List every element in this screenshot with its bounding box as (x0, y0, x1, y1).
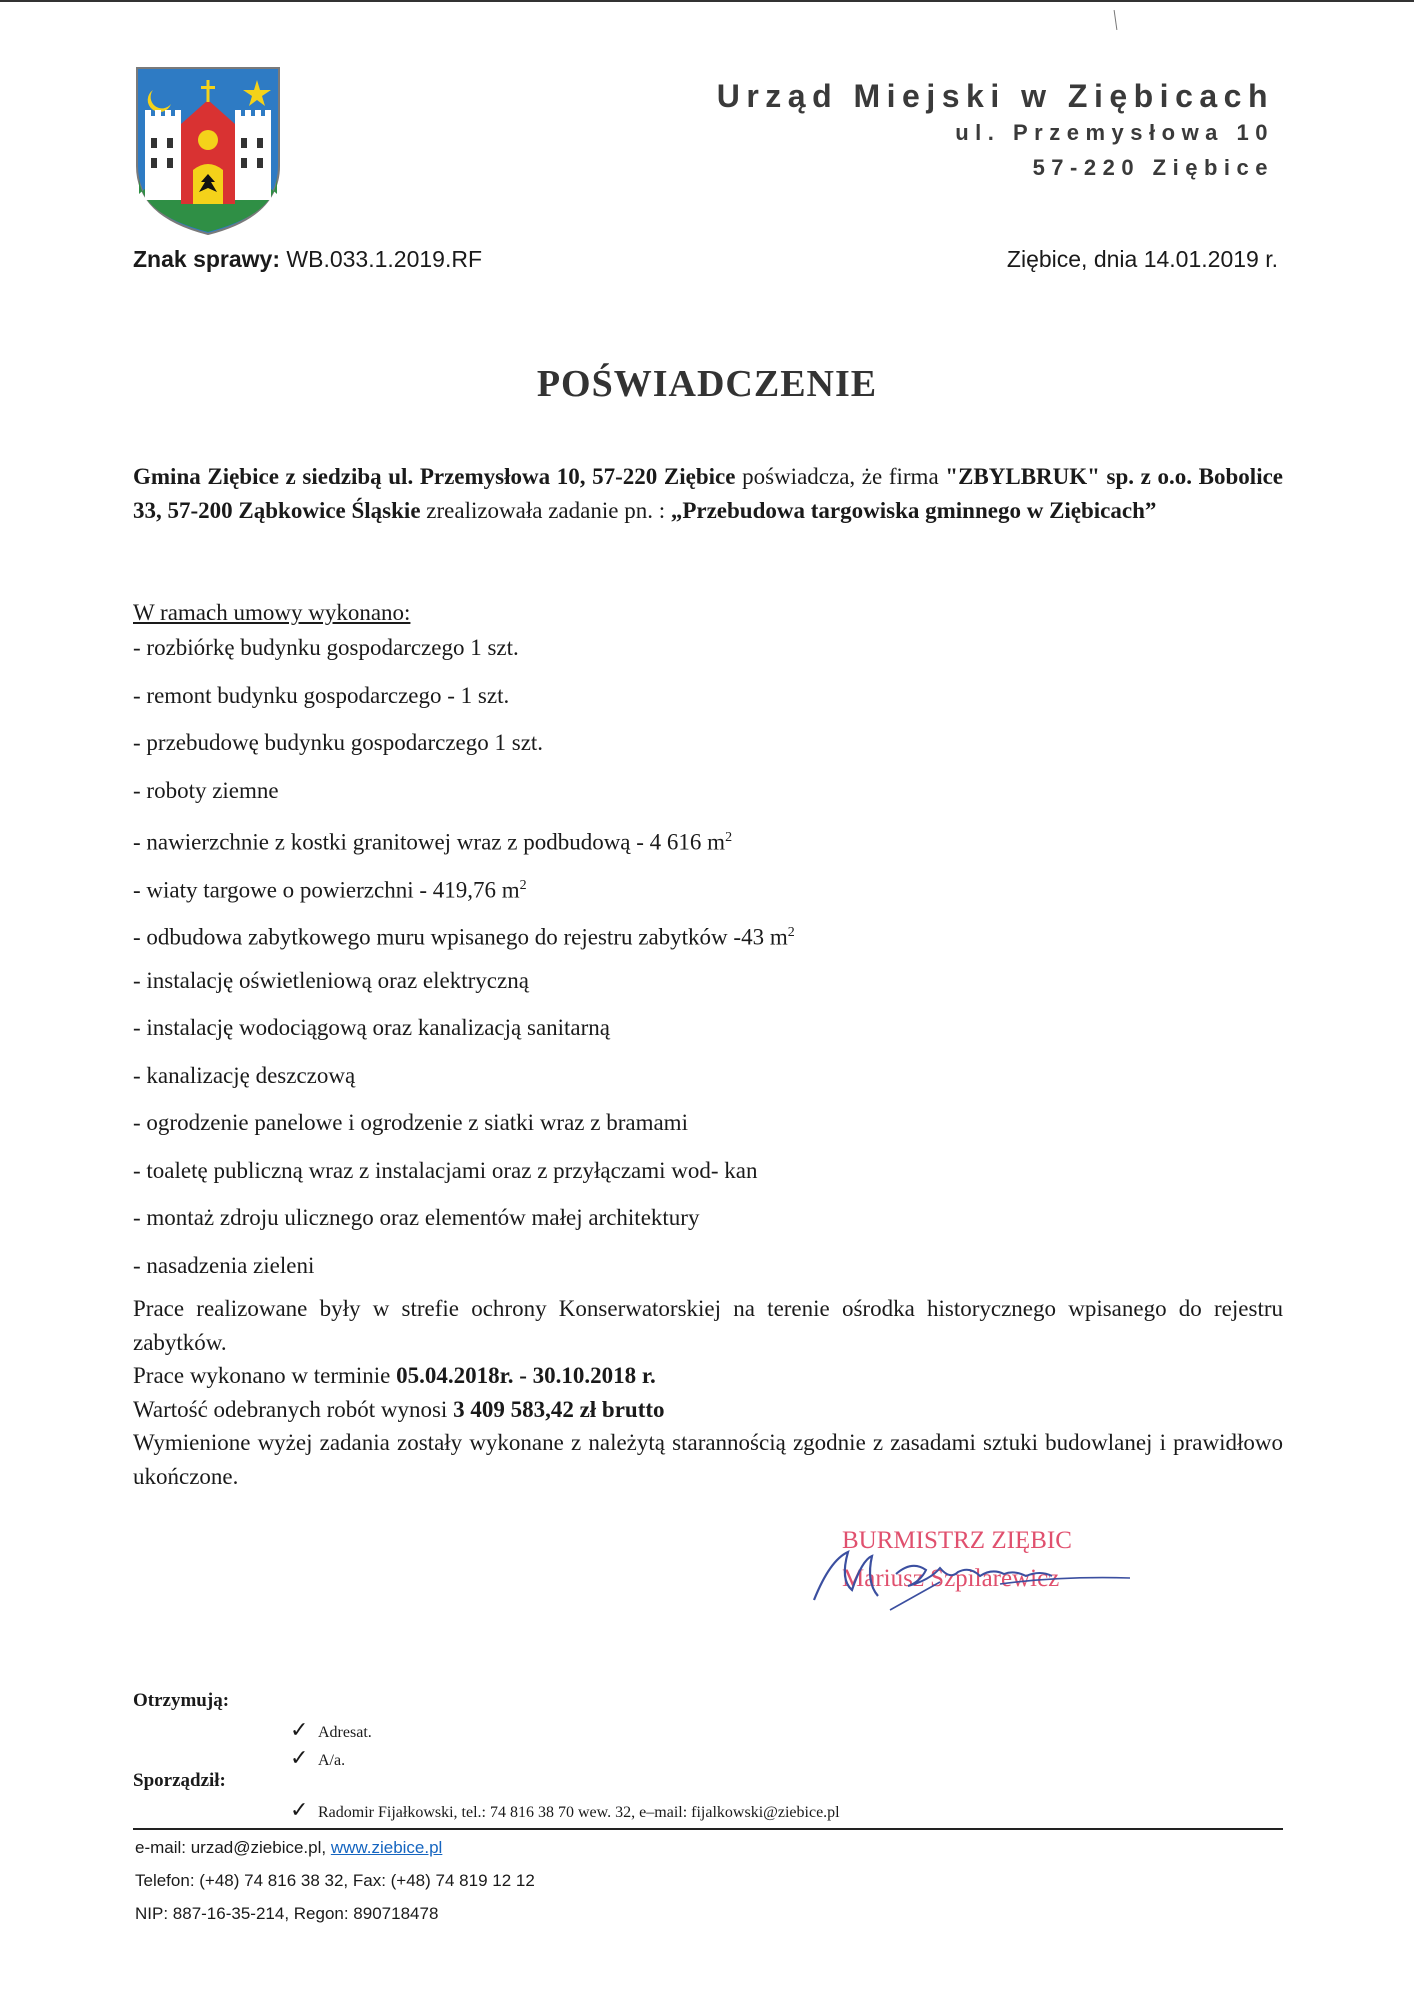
intro-company: "ZBYLBRUK" sp. z o.o. Bobolice 33, 57-200 Ząbkowice Śląskie (133, 464, 1283, 523)
footer-ids: NIP: 887-16-35-214, Regon: 890718478 (135, 1904, 439, 1923)
intro-task-label: zrealizowała zadanie pn. : (420, 498, 671, 523)
scope-item-unit-exponent: 2 (519, 877, 527, 893)
footer-website-link[interactable]: www.ziebice.pl (330, 1838, 443, 1857)
intro-municipality: Gmina Ziębice z siedzibą ul. Przemysłowa 10, 57-220 Ziębice (133, 464, 736, 489)
prepared-by-item (290, 1797, 840, 1823)
stamp-person: Mariusz Szpilarewicz (842, 1565, 1060, 1592)
scope-item-text: - nasadzenia zieleni (133, 1252, 315, 1278)
intro-verb: poświadcza, że firma (735, 464, 946, 489)
scope-list (133, 628, 795, 1293)
scope-item-text: - kanalizację deszczową (133, 1062, 356, 1088)
clock-icon (198, 130, 218, 150)
office-postal-city: 57-220 Ziębice (1032, 155, 1274, 180)
prepared-by-contact: Radomir Fijałkowski, tel.: 74 816 38 70 wew. 32, e–mail: fijalkowski@ziebice.pl (318, 1804, 840, 1821)
case-reference-value: WB.033.1.2019.RF (286, 246, 482, 272)
footer-phone: Telefon: (+48) 74 816 38 32, Fax: (+48) 74 819 12 12 (135, 1871, 535, 1890)
scope-item (133, 818, 795, 866)
coat-of-arms-logo (135, 66, 281, 236)
recipient-item (290, 1717, 372, 1743)
scope-heading: W ramach umowy wykonano: (133, 600, 411, 625)
top-border (0, 0, 1414, 2)
completion-statement: Wymienione wyżej zadania zostały wykonane z należytą starannością zgodnie z zasadami sztuki budowlanej i prawidłowo ukończone. (133, 1430, 1283, 1489)
scope-item-unit-exponent: 2 (787, 925, 795, 940)
place-date: Ziębice, dnia 14.01.2019 r. (1006, 246, 1278, 272)
scope-item-text: - wiaty targowe o powierzchni - 419,76 m (133, 877, 520, 903)
recipient-name: A/a. (318, 1752, 346, 1769)
scope-item (133, 961, 795, 1009)
term-label: Prace wykonano w terminie (133, 1363, 397, 1388)
value-amount: 3 409 583,42 zł brutto (453, 1396, 665, 1422)
scope-item-text: - toaletę publiczną wraz z instalacjami oraz z przyłączami wod- kan (133, 1157, 758, 1183)
scope-item (133, 866, 795, 914)
recipient-item (290, 1745, 345, 1771)
scope-item-text: - montaż zdroju ulicznego oraz elementów małej architektury (133, 1205, 700, 1230)
scope-item-unit-exponent: 2 (725, 830, 733, 845)
scope-item-text: - odbudowa zabytkowego muru wpisanego do rejestru zabytków -43 m (133, 924, 788, 950)
stamp-role: BURMISTRZ ZIĘBIC (842, 1527, 1072, 1554)
recipient-name: Adresat. (318, 1724, 372, 1741)
conservation-note: Prace realizowane były w strefie ochrony Konserwatorskiej na terenie ośrodka historycznego wpisanego do rejestru zabytków. (133, 1296, 1283, 1355)
prepared-by-label: Sporządził: (133, 1770, 226, 1791)
case-reference-label: Znak sprawy: (133, 246, 280, 272)
check-icon: ✓ (290, 1797, 309, 1822)
scope-item (133, 1151, 795, 1199)
document-title: POŚWIADCZENIE (536, 363, 878, 405)
term-value: 05.04.2018r. - 30.10.2018 r. (396, 1363, 656, 1388)
scope-item (133, 1103, 795, 1151)
scope-item-text: - ogrodzenie panelowe i ogrodzenie z siatki wraz z bramami (133, 1110, 688, 1135)
intro-task-name: „Przebudowa targowiska gminnego w Ziębicach” (670, 498, 1157, 523)
check-icon: ✓ (290, 1717, 309, 1742)
scope-item (133, 1246, 795, 1294)
case-reference (133, 246, 482, 273)
scope-item (133, 1198, 795, 1246)
scope-item (133, 628, 795, 676)
scope-item-text: - rozbiórkę budynku gospodarczego 1 szt. (133, 635, 519, 660)
scope-item (133, 771, 795, 819)
scan-mark (1114, 10, 1118, 30)
footer-contact (135, 1838, 442, 1858)
scope-item (133, 913, 795, 961)
scope-item-text: - przebudowę budynku gospodarczego 1 szt. (133, 730, 544, 755)
scope-item-text: - nawierzchnie z kostki granitowej wraz z podbudową - 4 616 m (133, 829, 726, 855)
office-name: Urząd Miejski w Ziębicach (716, 78, 1274, 114)
handwritten-signature (800, 1530, 1140, 1630)
scope-item-text: - instalację oświetleniową oraz elektryczną (133, 967, 529, 993)
term-line (133, 1359, 1283, 1393)
check-icon: ✓ (290, 1745, 309, 1770)
office-street: ul. Przemysłowa 10 (955, 120, 1274, 145)
value-line (133, 1393, 1283, 1427)
scope-item (133, 1008, 795, 1056)
intro-paragraph (133, 460, 1283, 528)
scope-item (133, 1056, 795, 1104)
footer-divider (133, 1828, 1283, 1830)
scope-item-text: - remont budynku gospodarczego - 1 szt. (133, 682, 510, 708)
scope-item (133, 676, 795, 724)
value-label: Wartość odebranych robót wynosi (133, 1396, 454, 1422)
footer-email: e-mail: urzad@ziebice.pl, (135, 1838, 331, 1857)
scope-item-text: - instalację wodociągową oraz kanalizacją sanitarną (133, 1015, 611, 1040)
scope-item (133, 723, 795, 771)
recipients-label: Otrzymują: (133, 1690, 230, 1711)
closing-paragraphs (133, 1292, 1283, 1493)
scope-item-text: - roboty ziemne (133, 777, 279, 803)
